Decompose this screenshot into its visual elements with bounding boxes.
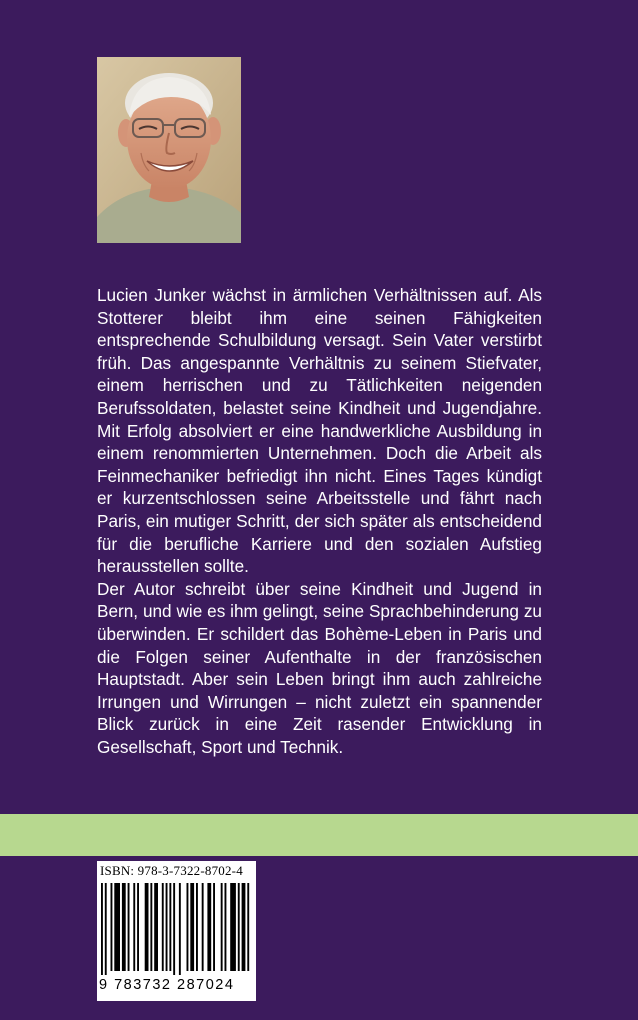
barcode-bar: [202, 883, 204, 971]
barcode-bar: [207, 883, 211, 971]
barcode-bar: [238, 883, 240, 971]
barcode-bar: [242, 883, 246, 971]
barcode-bar: [169, 883, 171, 971]
barcode-panel: [97, 861, 256, 1001]
barcode-bar: [105, 883, 107, 975]
barcode-bar: [162, 883, 164, 971]
barcode-bar: [101, 883, 103, 975]
barcode-digits: 9 783732 287024: [99, 977, 235, 993]
barcode-bar: [173, 883, 175, 975]
barcode-bar: [166, 883, 168, 971]
barcode-bar: [230, 883, 236, 971]
author-photo: [97, 57, 241, 243]
barcode-bar: [145, 883, 149, 971]
barcode-bar: [190, 883, 194, 971]
barcode-bar: [247, 883, 249, 971]
barcode-bar: [221, 883, 223, 971]
barcode-bar: [137, 883, 139, 971]
barcode-bar: [187, 883, 189, 971]
barcode-bars: [101, 883, 252, 975]
barcode-bar: [179, 883, 181, 975]
blurb-paragraph-2: Der Autor schreibt über seine Kindheit und Jugend in Bern, und wie es ihm gelingt, seine Sprachbehinderung zu überwinden. Er schildert das Bohème-Leben in Paris und die Folgen seiner Aufenthalte in der französischen Hauptstadt. Aber sein Leben bringt ihm auch zahlreiche Irrungen und Wirrungen – nicht zuletzt ein spannender Blick zurück in eine Zeit rasender Entwicklung in Gesellschaft, Sport und Technik.: [97, 578, 542, 757]
barcode-bar: [154, 883, 158, 971]
barcode-bar: [114, 883, 120, 971]
isbn-label: ISBN: 978-3-7322-8702-4: [100, 863, 243, 878]
barcode-bar: [133, 883, 135, 971]
blurb-paragraph-1: Lucien Junker wächst in ärmlichen Verhältnissen auf. Als Stotterer bleibt ihm eine seinen Fähigkeiten entsprechende Schulbildung versagt. Sein Vater verstirbt früh. Das angespannte Verhältnis zu seinem Stiefvater, einem herrischen und zu Tätlichkeiten neigenden Berufssoldaten, belastet seine Kindheit und Jugendjahre. Mit Erfolg absolviert er eine handwerkliche Ausbildung in einem renommierten Unternehmen. Doch die Arbeit als Feinmechaniker befriedigt ihn nicht. Eines Tages kündigt er kurzentschlossen seine Arbeitsstelle und fährt nach Paris, ein mutiger Schritt, der sich später als entscheidend für die berufliche Karriere und den sozialen Aufstieg herausstellen sollte.: [97, 285, 542, 577]
barcode-bar: [213, 883, 215, 971]
barcode-bar: [150, 883, 152, 971]
green-stripe: [0, 814, 638, 856]
blurb-text: [97, 284, 542, 758]
barcode-bar: [122, 883, 126, 971]
barcode-bar: [111, 883, 113, 971]
barcode-bar: [225, 883, 227, 971]
barcode-bar: [196, 883, 198, 971]
barcode-bar: [128, 883, 130, 971]
author-portrait-image: [97, 57, 241, 243]
